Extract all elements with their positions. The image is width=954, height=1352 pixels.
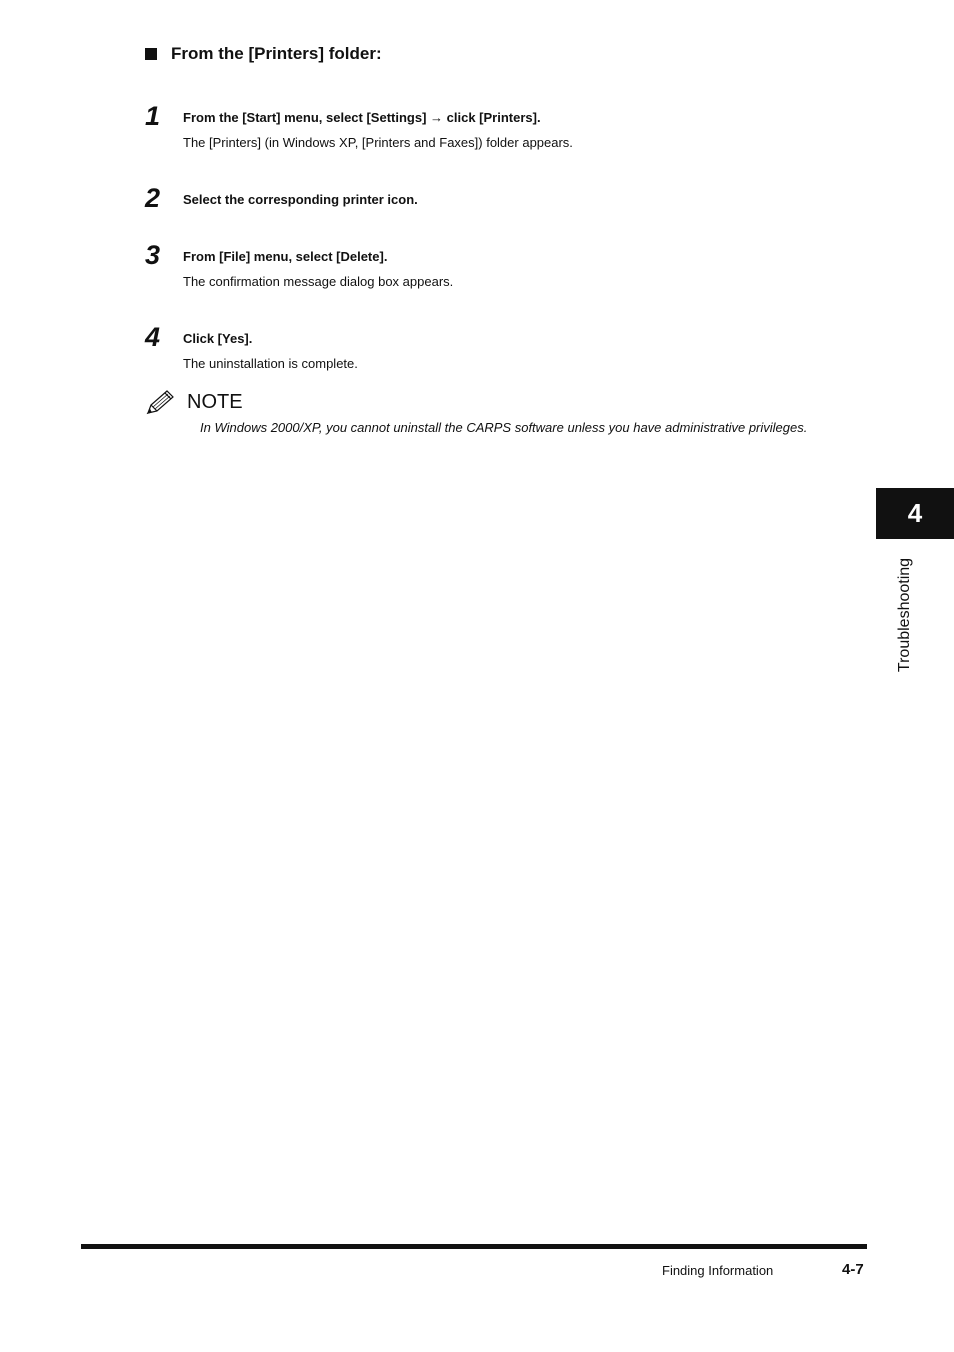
step-description: The uninstallation is complete. [183, 356, 358, 371]
step-title: Select the corresponding printer icon. [183, 192, 418, 207]
step-title: From [File] menu, select [Delete]. [183, 249, 388, 264]
section-heading-text: From the [Printers] folder: [171, 44, 382, 63]
step-description: The [Printers] (in Windows XP, [Printers and Faxes]) folder appears. [183, 135, 573, 150]
step-number: 4 [145, 322, 161, 352]
note-header [145, 388, 243, 416]
chapter-number: 4 [907, 498, 923, 528]
step-title: Click [Yes]. [183, 331, 253, 346]
step-title: From the [Start] menu, select [Settings] → click [Printers]. [183, 110, 541, 125]
step-number: 3 [145, 240, 161, 270]
section-heading [145, 44, 382, 64]
note-text: In Windows 2000/XP, you cannot uninstall the CARPS software unless you have administrative privileges. [200, 420, 808, 435]
footer-rule [81, 1244, 867, 1249]
chapter-title: Troubleshooting [896, 557, 913, 673]
step-number: 1 [145, 101, 161, 131]
step-description: The confirmation message dialog box appears. [183, 274, 454, 289]
step-number: 2 [145, 183, 161, 213]
note-label: NOTE [187, 390, 243, 413]
footer-section-title: Finding Information [662, 1263, 774, 1278]
pencil-icon [145, 388, 177, 416]
page-number: 4-7 [842, 1261, 864, 1278]
chapter-tab [876, 488, 954, 539]
square-bullet-icon [145, 48, 157, 60]
